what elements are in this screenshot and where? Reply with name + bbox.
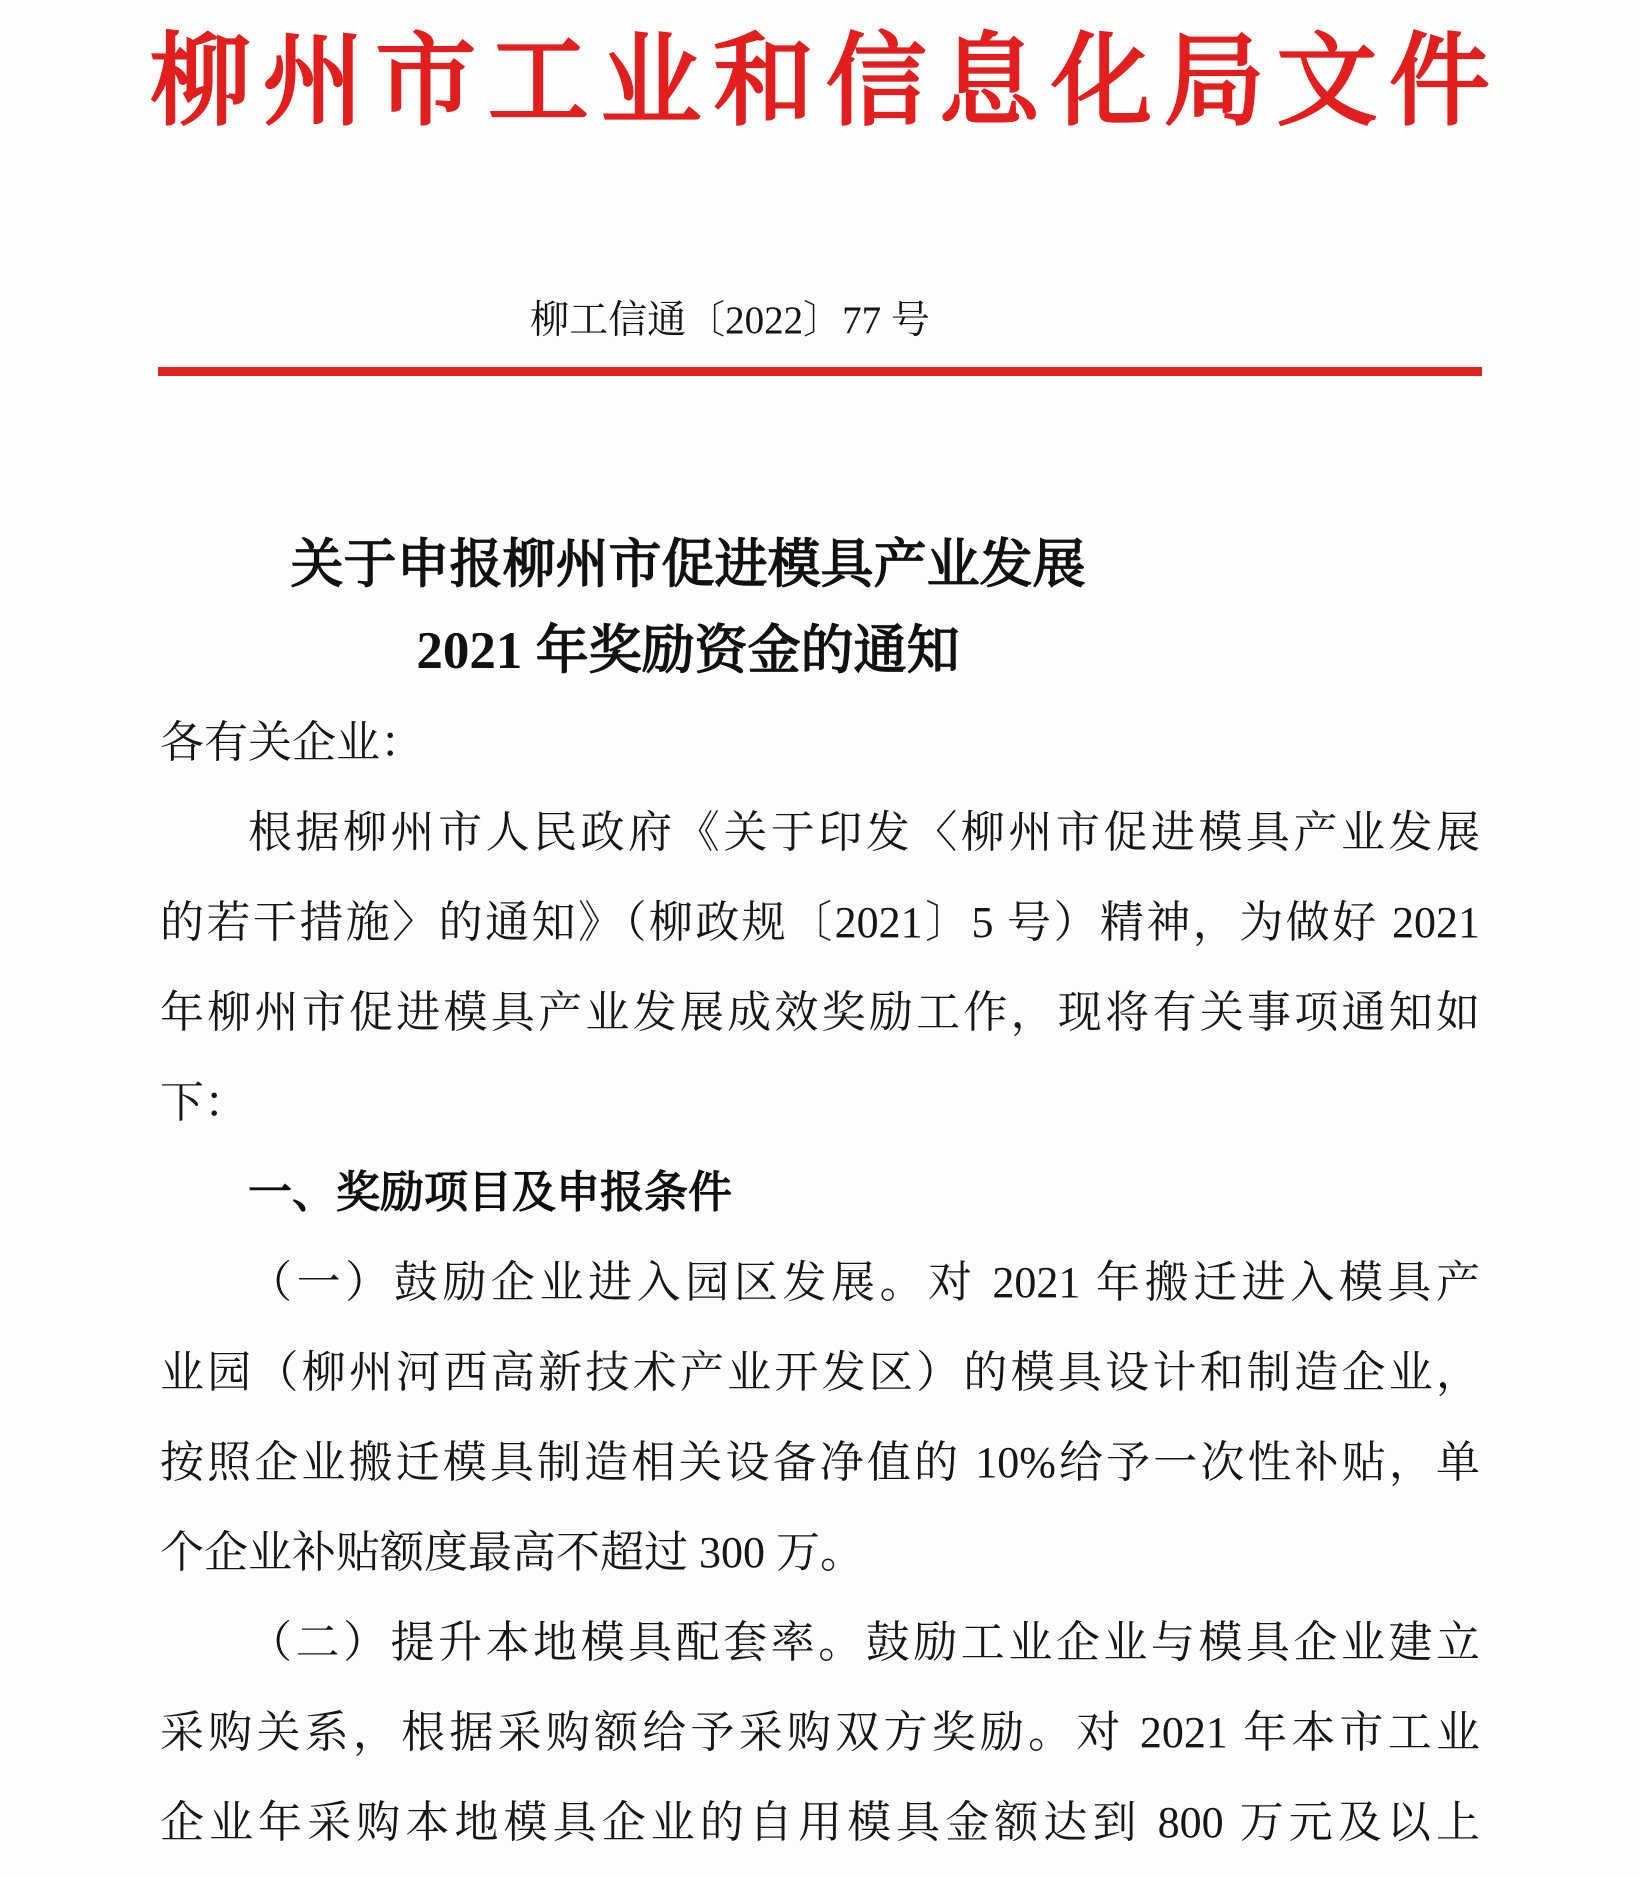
document-title-line1: 关于申报柳州市促进模具产业发展	[290, 536, 1086, 595]
doc-number: 柳工信通〔2022〕77 号	[530, 299, 930, 343]
salutation: 各有关企业：	[160, 718, 424, 768]
intro-line: 年柳州市促进模具产业发展成效奖励工作，现将有关事项通知如	[160, 988, 1480, 1038]
item2-line: 采购关系，根据采购额给予采购双方奖励。对 2021 年本市工业	[160, 1708, 1480, 1758]
section-heading: 一、奖励项目及申报条件	[248, 1168, 732, 1218]
item2-line: （二）提升本地模具配套率。鼓励工业企业与模具企业建立	[248, 1618, 1480, 1668]
item1-line: 个企业补贴额度最高不超过 300 万。	[160, 1528, 864, 1578]
intro-line: 的若干措施〉的通知》（柳政规〔2021〕5 号）精神，为做好 2021	[160, 898, 1480, 948]
document-title-line2: 2021 年奖励资金的通知	[416, 622, 960, 681]
item1-line: （一）鼓励企业进入园区发展。对 2021 年搬迁进入模具产	[248, 1258, 1480, 1308]
red-divider	[158, 367, 1482, 376]
item1-line: 按照企业搬迁模具制造相关设备净值的 10%给予一次性补贴，单	[160, 1438, 1480, 1488]
agency-header: 柳州市工业和信息化局文件	[150, 26, 1490, 138]
item1-line: 业园（柳州河西高新技术产业开发区）的模具设计和制造企业，	[160, 1348, 1480, 1398]
intro-line: 根据柳州市人民政府《关于印发〈柳州市促进模具产业发展	[248, 808, 1480, 858]
intro-line: 下：	[160, 1078, 248, 1128]
item2-line: 企业年采购本地模具企业的自用模具金额达到 800 万元及以上	[160, 1798, 1480, 1848]
document-body	[160, 698, 1480, 1868]
document-title	[28, 522, 1348, 694]
